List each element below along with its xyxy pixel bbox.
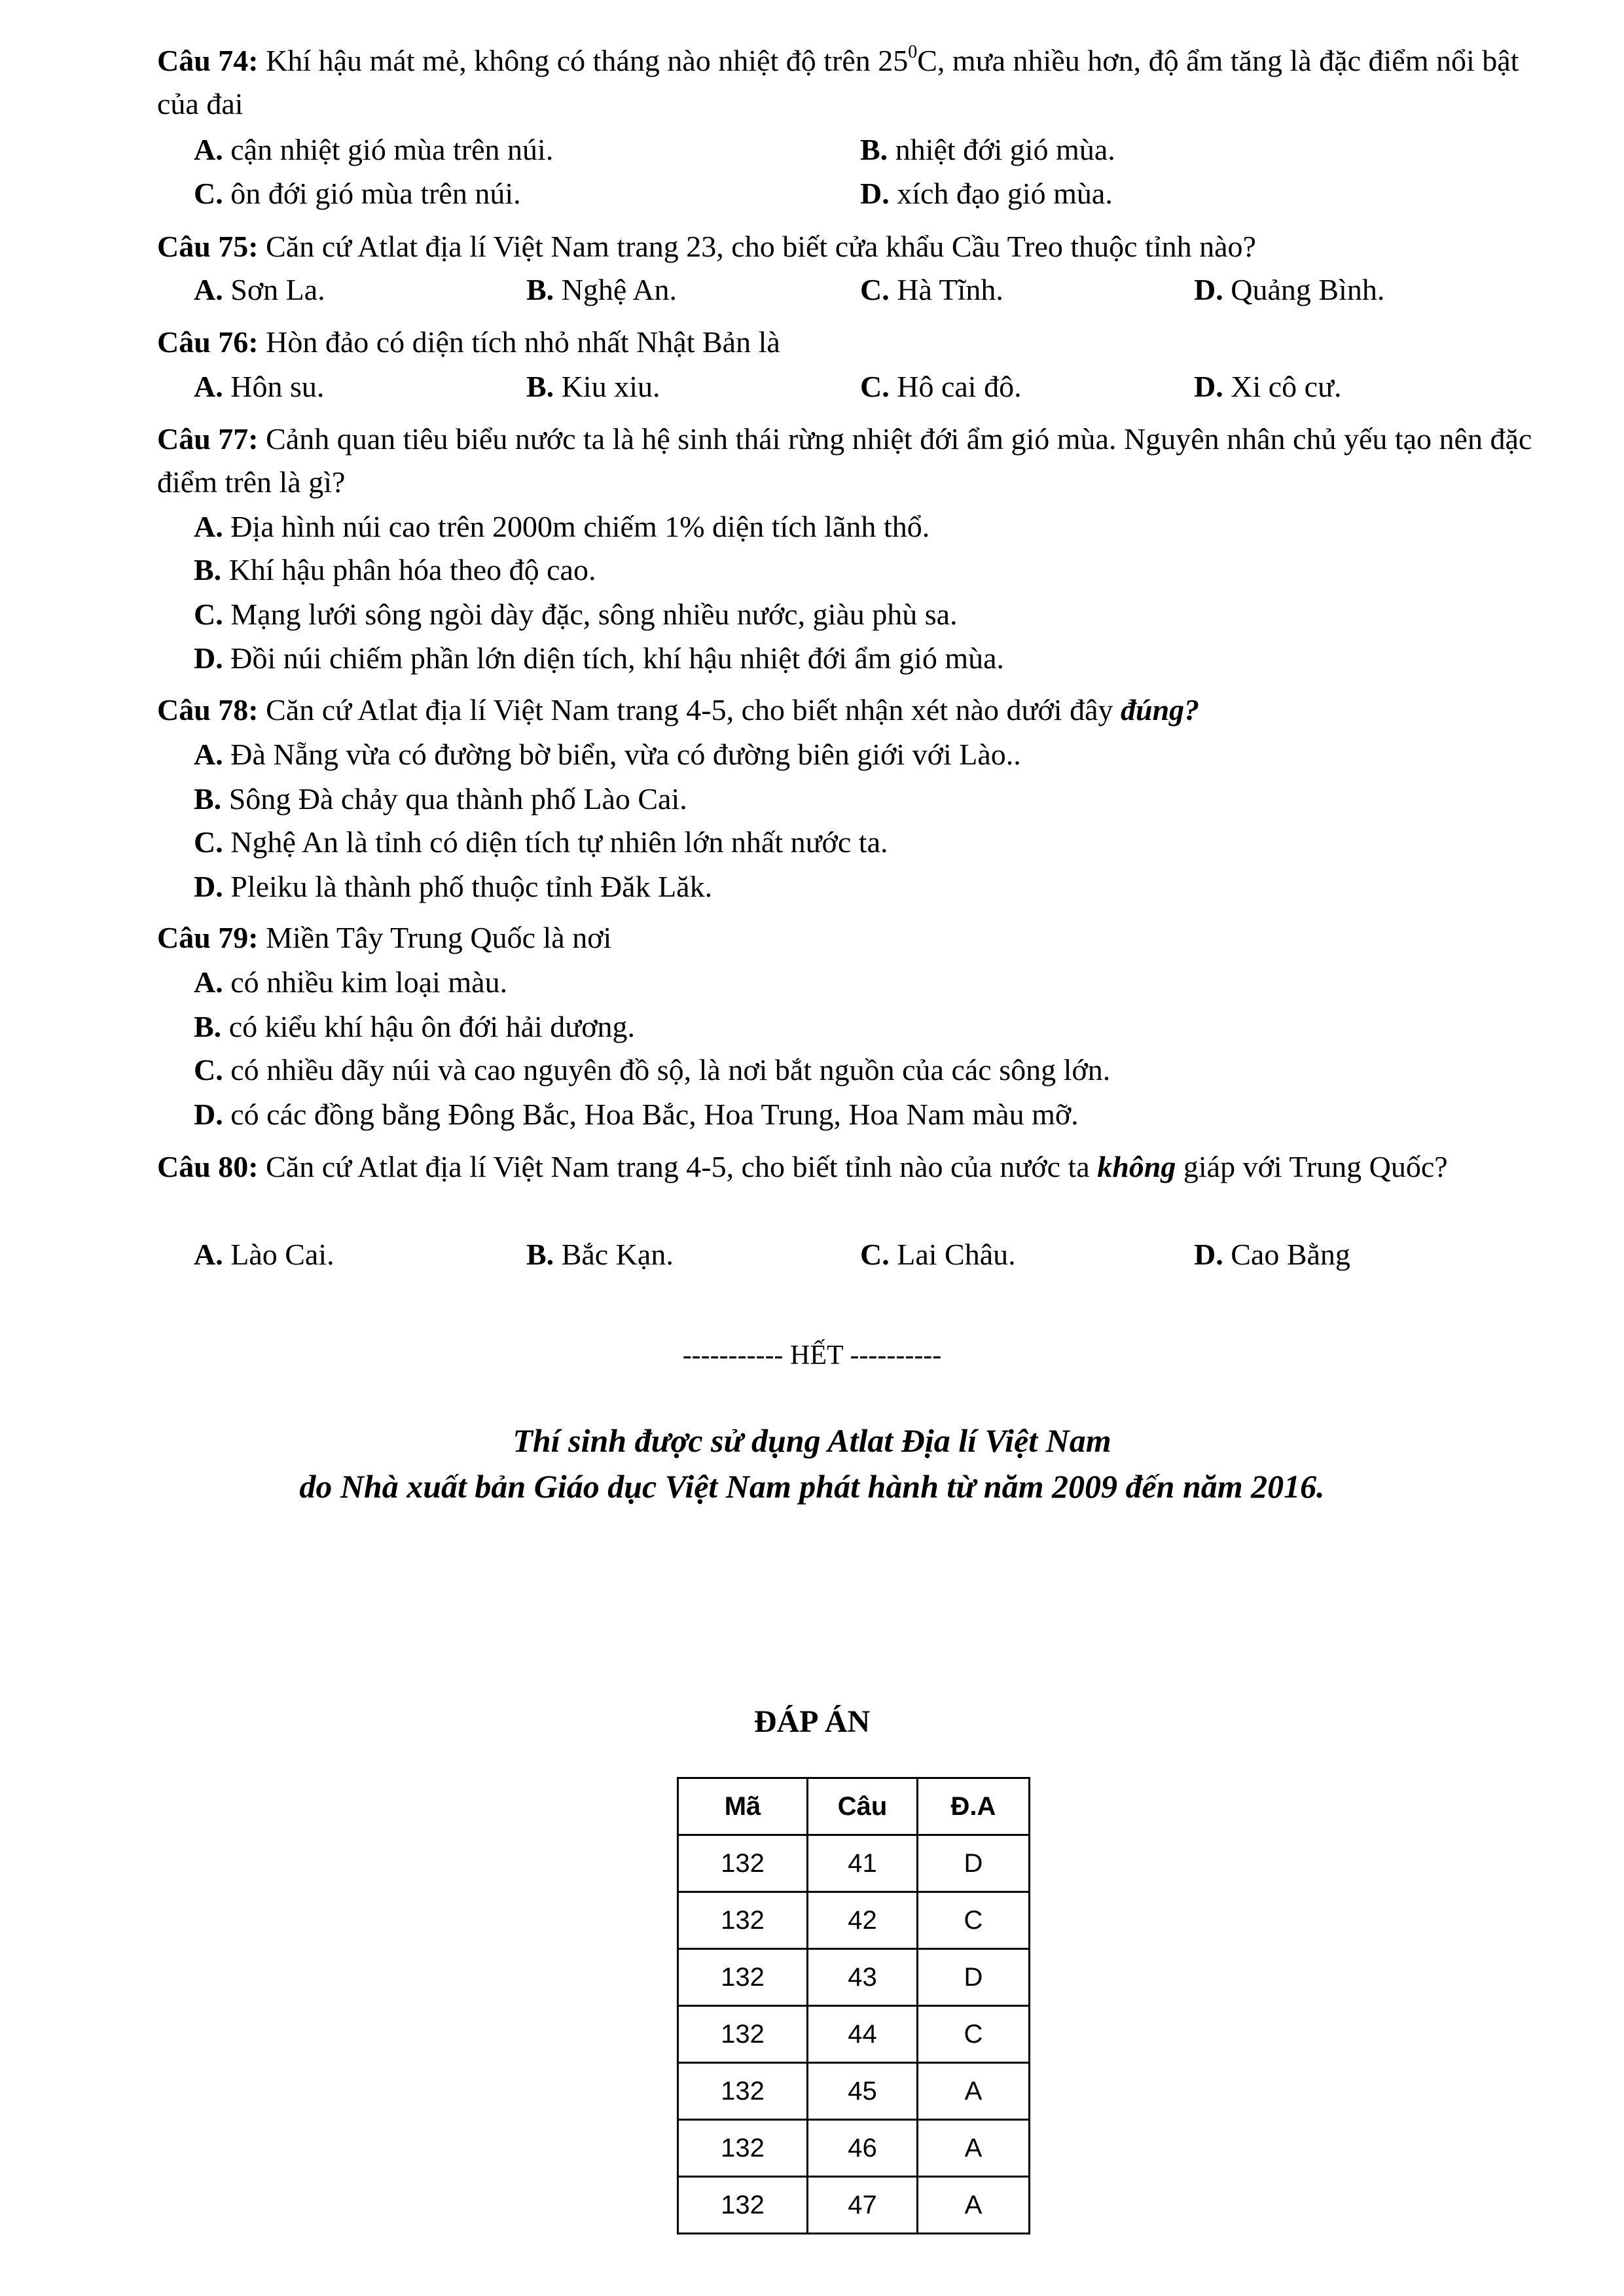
option-a: A. Đà Nẵng vừa có đường bờ biển, vừa có đường biên giới với Lào.. [194, 738, 1021, 771]
end-marker: ----------- HẾT ---------- [682, 1340, 942, 1371]
option-c: C. Hô cai đô. [860, 370, 1022, 403]
table-cell: A [918, 2120, 1030, 2177]
question-79: Câu 79: Miền Tây Trung Quốc là nơi [157, 921, 612, 954]
table-cell: 132 [678, 2177, 808, 2234]
question-label: Câu 80: [157, 1150, 259, 1183]
table-cell: 132 [678, 1949, 808, 2006]
question-78: Câu 78: Căn cứ Atlat địa lí Việt Nam trang 4-5, cho biết nhận xét nào dưới đây đúng? [157, 693, 1200, 726]
table-row [678, 2006, 1030, 2063]
table-row [678, 1949, 1030, 2006]
table-cell: 132 [678, 1835, 808, 1892]
option-a: A. Hôn su. [194, 370, 325, 403]
table-cell: 41 [808, 1835, 918, 1892]
table-cell: D [918, 1949, 1030, 2006]
answer-table [677, 1777, 1030, 2234]
table-cell: C [918, 2006, 1030, 2063]
table-cell: 47 [808, 2177, 918, 2234]
column-header: Câu [808, 1778, 918, 1835]
table-cell: 132 [678, 2006, 808, 2063]
table-cell: A [918, 2063, 1030, 2120]
option-d: D. xích đạo gió mùa. [860, 177, 1113, 210]
option-c: C. Nghệ An là tỉnh có diện tích tự nhiên lớn nhất nước ta. [194, 825, 888, 859]
option-d: D. Đồi núi chiếm phần lớn diện tích, khí hậu nhiệt đới ẩm gió mùa. [194, 641, 1005, 675]
question-label: Câu 79: [157, 921, 259, 954]
table-cell: 132 [678, 2120, 808, 2177]
option-c: C. Lai Châu. [860, 1238, 1016, 1271]
option-d: D. Pleiku là thành phố thuộc tỉnh Đăk Lăk. [194, 870, 713, 903]
table-cell: C [918, 1892, 1030, 1949]
option-a: A. có nhiều kim loại màu. [194, 965, 508, 999]
option-c: C. có nhiều dãy núi và cao nguyên đồ sộ, là nơi bắt nguồn của các sông lớn. [194, 1053, 1111, 1086]
option-b: B. Sông Đà chảy qua thành phố Lào Cai. [194, 782, 687, 816]
answer-title: ĐÁP ÁN [753, 1704, 871, 1739]
table-cell: 42 [808, 1892, 918, 1949]
question-74: Câu 74: Khí hậu mát mẻ, không có tháng nào nhiệt độ trên $25^0C$, mưa nhiều hơn, độ ẩm tăng là đặc điểm nổi bật của đai [157, 42, 1519, 120]
question-label: Câu 76: [157, 325, 259, 359]
option-b: B. Nghệ An. [526, 273, 677, 306]
option-b: B. có kiểu khí hậu ôn đới hải dương. [194, 1010, 636, 1043]
question-label: Câu 78: [157, 693, 259, 726]
table-row [678, 1835, 1030, 1892]
table-row [678, 2177, 1030, 2234]
option-a: A. Địa hình núi cao trên 2000m chiếm 1% diện tích lãnh thổ. [194, 510, 930, 543]
table-cell: D [918, 1835, 1030, 1892]
option-b: B. Khí hậu phân hóa theo độ cao. [194, 553, 596, 586]
option-a: A. Sơn La. [194, 273, 325, 306]
table-cell: 132 [678, 2063, 808, 2120]
table-cell: 45 [808, 2063, 918, 2120]
table-cell: 44 [808, 2006, 918, 2063]
note-line-2: do Nhà xuất bản Giáo dục Việt Nam phát hành từ năm 2009 đến năm 2016. [299, 1468, 1325, 1505]
table-row [678, 1892, 1030, 1949]
option-c: C. Mạng lưới sông ngòi dày đặc, sông nhiều nước, giàu phù sa. [194, 598, 958, 631]
option-b: B. nhiệt đới gió mùa. [860, 133, 1115, 166]
table-row [678, 2063, 1030, 2120]
option-a: A. Lào Cai. [194, 1238, 334, 1271]
question-76: Câu 76: Hòn đảo có diện tích nhỏ nhất Nhật Bản là [157, 325, 780, 359]
question-label: Câu 74: [157, 44, 259, 77]
table-cell: 46 [808, 2120, 918, 2177]
option-d: D. có các đồng bằng Đông Bắc, Hoa Bắc, Hoa Trung, Hoa Nam màu mỡ. [194, 1098, 1079, 1131]
note-line-1: Thí sinh được sử dụng Atlat Địa lí Việt Nam [513, 1422, 1111, 1459]
option-a: A. cận nhiệt gió mùa trên núi. [194, 133, 554, 166]
column-header: Đ.A [918, 1778, 1030, 1835]
table-header-row [678, 1778, 1030, 1835]
question-80: Câu 80: Căn cứ Atlat địa lí Việt Nam trang 4-5, cho biết tỉnh nào của nước ta không giáp với Trung Quốc? [157, 1150, 1448, 1183]
table-row [678, 2120, 1030, 2177]
option-c: C. Hà Tĩnh. [860, 273, 1003, 306]
option-d: D. Xi cô cư. [1194, 370, 1342, 403]
option-d: D. Cao Bằng [1194, 1238, 1350, 1271]
option-b: B. Kiu xiu. [526, 370, 660, 403]
table-cell: A [918, 2177, 1030, 2234]
option-c: C. ôn đới gió mùa trên núi. [194, 177, 521, 210]
option-b: B. Bắc Kạn. [526, 1238, 674, 1271]
table-cell: 132 [678, 1892, 808, 1949]
table-cell: 43 [808, 1949, 918, 2006]
question-label: Câu 75: [157, 230, 259, 263]
option-d: D. Quảng Bình. [1194, 273, 1385, 306]
question-77: Câu 77: Cảnh quan tiêu biểu nước ta là hệ sinh thái rừng nhiệt đới ẩm gió mùa. Nguyên nhân chủ yếu tạo nên đặc điểm trên là gì? [157, 422, 1532, 499]
question-75: Câu 75: Căn cứ Atlat địa lí Việt Nam trang 23, cho biết cửa khẩu Cầu Treo thuộc tỉnh nào? [157, 230, 1256, 263]
column-header: Mã [678, 1778, 808, 1835]
question-label: Câu 77: [157, 422, 259, 456]
